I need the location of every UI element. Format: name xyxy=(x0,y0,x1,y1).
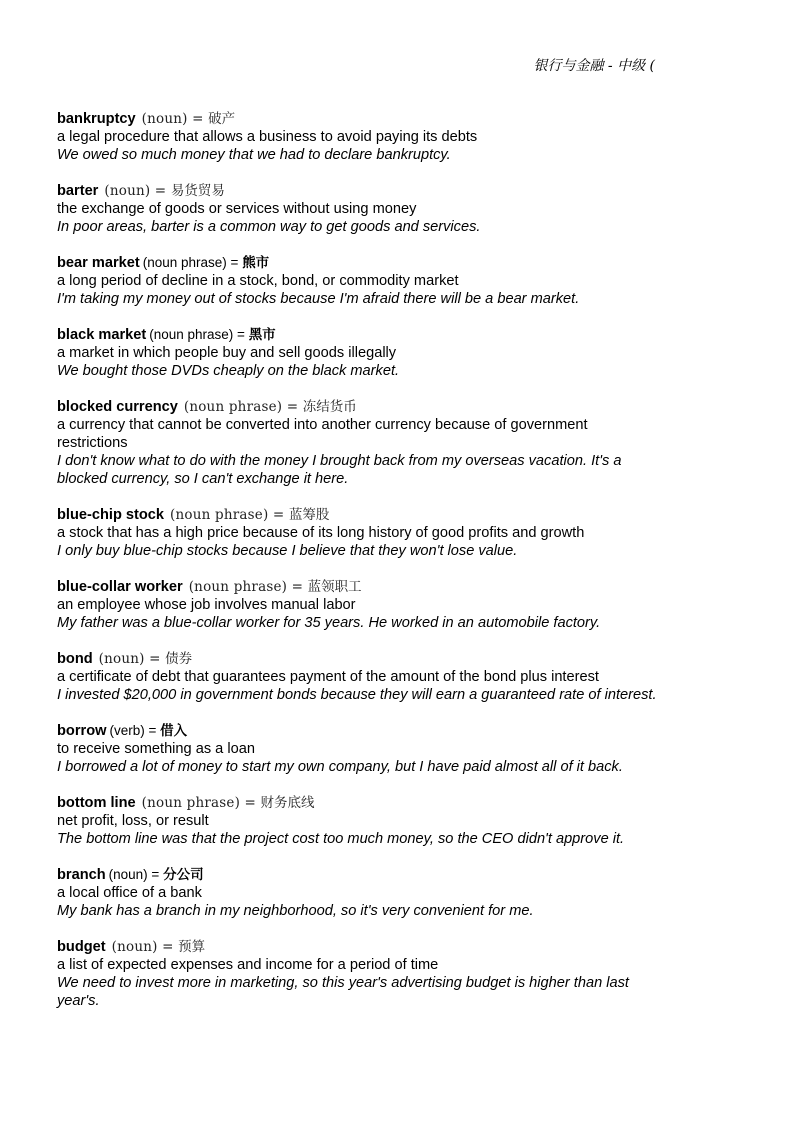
glossary-entry xyxy=(57,398,657,488)
entry-translation: 易货贸易 xyxy=(170,183,225,199)
entry-example: I don't know what to do with the money I brought back from my overseas vacation. It's a blocked currency, so I can't exchange it here. xyxy=(57,453,622,487)
glossary-entry xyxy=(57,650,657,704)
entry-translation: 分公司 xyxy=(163,867,204,883)
entry-term: budget xyxy=(57,939,106,955)
entry-example: I invested $20,000 in government bonds because they will earn a guaranteed rate of interest. xyxy=(57,687,657,703)
entry-heading xyxy=(57,182,657,200)
entry-example: We bought those DVDs cheaply on the black market. xyxy=(57,363,400,379)
entry-example: My father was a blue-collar worker for 35 years. He worked in an automobile factory. xyxy=(57,615,601,631)
entry-part-of-speech: (verb) = xyxy=(109,723,161,738)
entry-part-of-speech: (noun) = xyxy=(98,651,166,667)
entry-term: blocked currency xyxy=(57,399,178,415)
entry-heading xyxy=(57,722,657,740)
entry-example: The bottom line was that the project cost too much money, so the CEO didn't approve it. xyxy=(57,831,625,847)
entry-definition: a certificate of debt that guarantees payment of the amount of the bond plus interest xyxy=(57,669,599,685)
entry-term: borrow xyxy=(57,723,107,739)
entry-term: bottom line xyxy=(57,795,136,811)
entry-example: We need to invest more in marketing, so this year's advertising budget is higher than last year's. xyxy=(57,975,629,1009)
entry-translation: 财务底线 xyxy=(260,795,315,811)
glossary-entry xyxy=(57,866,657,920)
entry-definition: an employee whose job involves manual labor xyxy=(57,597,356,613)
entry-definition: a list of expected expenses and income for a period of time xyxy=(57,957,439,973)
entry-part-of-speech: (noun) = xyxy=(108,867,164,882)
entry-term: blue-collar worker xyxy=(57,579,183,595)
entry-part-of-speech: (noun phrase) = xyxy=(142,255,243,270)
entry-term: black market xyxy=(57,327,147,343)
entry-translation: 熊市 xyxy=(242,255,270,271)
entry-translation: 蓝领职工 xyxy=(307,579,362,595)
entry-definition: a stock that has a high price because of its long history of good profits and growth xyxy=(57,525,585,541)
entry-heading xyxy=(57,794,657,812)
entry-term: bear market xyxy=(57,255,140,271)
entry-translation: 债券 xyxy=(165,651,193,667)
entry-example: I'm taking my money out of stocks because I'm afraid there will be a bear market. xyxy=(57,291,580,307)
entry-example: We owed so much money that we had to declare bankruptcy. xyxy=(57,147,451,163)
entry-term: branch xyxy=(57,867,106,883)
entry-definition: a legal procedure that allows a business to avoid paying its debts xyxy=(57,129,478,145)
entry-part-of-speech: (noun phrase) = xyxy=(188,579,308,595)
entry-part-of-speech: (noun phrase) = xyxy=(149,327,249,342)
entry-heading xyxy=(57,254,657,272)
glossary-list xyxy=(57,110,657,1028)
entry-definition: a market in which people buy and sell goods illegally xyxy=(57,345,397,361)
entry-heading xyxy=(57,398,657,416)
entry-heading xyxy=(57,650,657,668)
glossary-entry xyxy=(57,794,657,848)
glossary-entry xyxy=(57,182,657,236)
entry-term: barter xyxy=(57,183,99,199)
glossary-entry xyxy=(57,254,657,308)
entry-part-of-speech: (noun) = xyxy=(111,939,179,955)
entry-example: My bank has a branch in my neighborhood, so it's very convenient for me. xyxy=(57,903,534,919)
entry-heading xyxy=(57,110,657,128)
entry-part-of-speech: (noun) = xyxy=(141,111,209,127)
entry-term: bond xyxy=(57,651,93,667)
glossary-entry xyxy=(57,110,657,164)
entry-definition: a local office of a bank xyxy=(57,885,202,901)
entry-example: I borrowed a lot of money to start my own company, but I have paid almost all of it back. xyxy=(57,759,623,775)
entry-heading xyxy=(57,326,657,344)
entry-heading xyxy=(57,938,657,956)
entry-translation: 破产 xyxy=(208,111,236,127)
entry-part-of-speech: (noun) = xyxy=(104,183,171,199)
entry-definition: the exchange of goods or services without using money xyxy=(57,201,417,217)
glossary-entry xyxy=(57,326,657,380)
glossary-entry xyxy=(57,938,657,1010)
entry-translation: 蓝筹股 xyxy=(288,507,330,523)
entry-translation: 冻结货币 xyxy=(302,399,357,415)
entry-definition: net profit, loss, or result xyxy=(57,813,209,829)
entry-heading xyxy=(57,866,657,884)
entry-translation: 借入 xyxy=(160,723,188,739)
glossary-entry xyxy=(57,578,657,632)
entry-example: I only buy blue-chip stocks because I believe that they won't lose value. xyxy=(57,543,518,559)
entry-example: In poor areas, barter is a common way to get goods and services. xyxy=(57,219,481,235)
entry-part-of-speech: (noun phrase) = xyxy=(141,795,261,811)
entry-heading xyxy=(57,578,657,596)
glossary-entry xyxy=(57,722,657,776)
entry-heading xyxy=(57,506,657,524)
entry-part-of-speech: (noun phrase) = xyxy=(170,507,289,523)
page-header: 银行与金融 - 中级 ( xyxy=(533,58,655,74)
entry-part-of-speech: (noun phrase) = xyxy=(183,399,303,415)
entry-term: blue-chip stock xyxy=(57,507,165,523)
entry-translation: 预算 xyxy=(178,939,206,955)
glossary-entry xyxy=(57,506,657,560)
entry-term: bankruptcy xyxy=(57,111,136,127)
entry-definition: a long period of decline in a stock, bond, or commodity market xyxy=(57,273,459,289)
entry-definition: to receive something as a loan xyxy=(57,741,255,757)
entry-translation: 黑市 xyxy=(248,327,276,343)
entry-definition: a currency that cannot be converted into another currency because of government restrictions xyxy=(57,417,588,451)
